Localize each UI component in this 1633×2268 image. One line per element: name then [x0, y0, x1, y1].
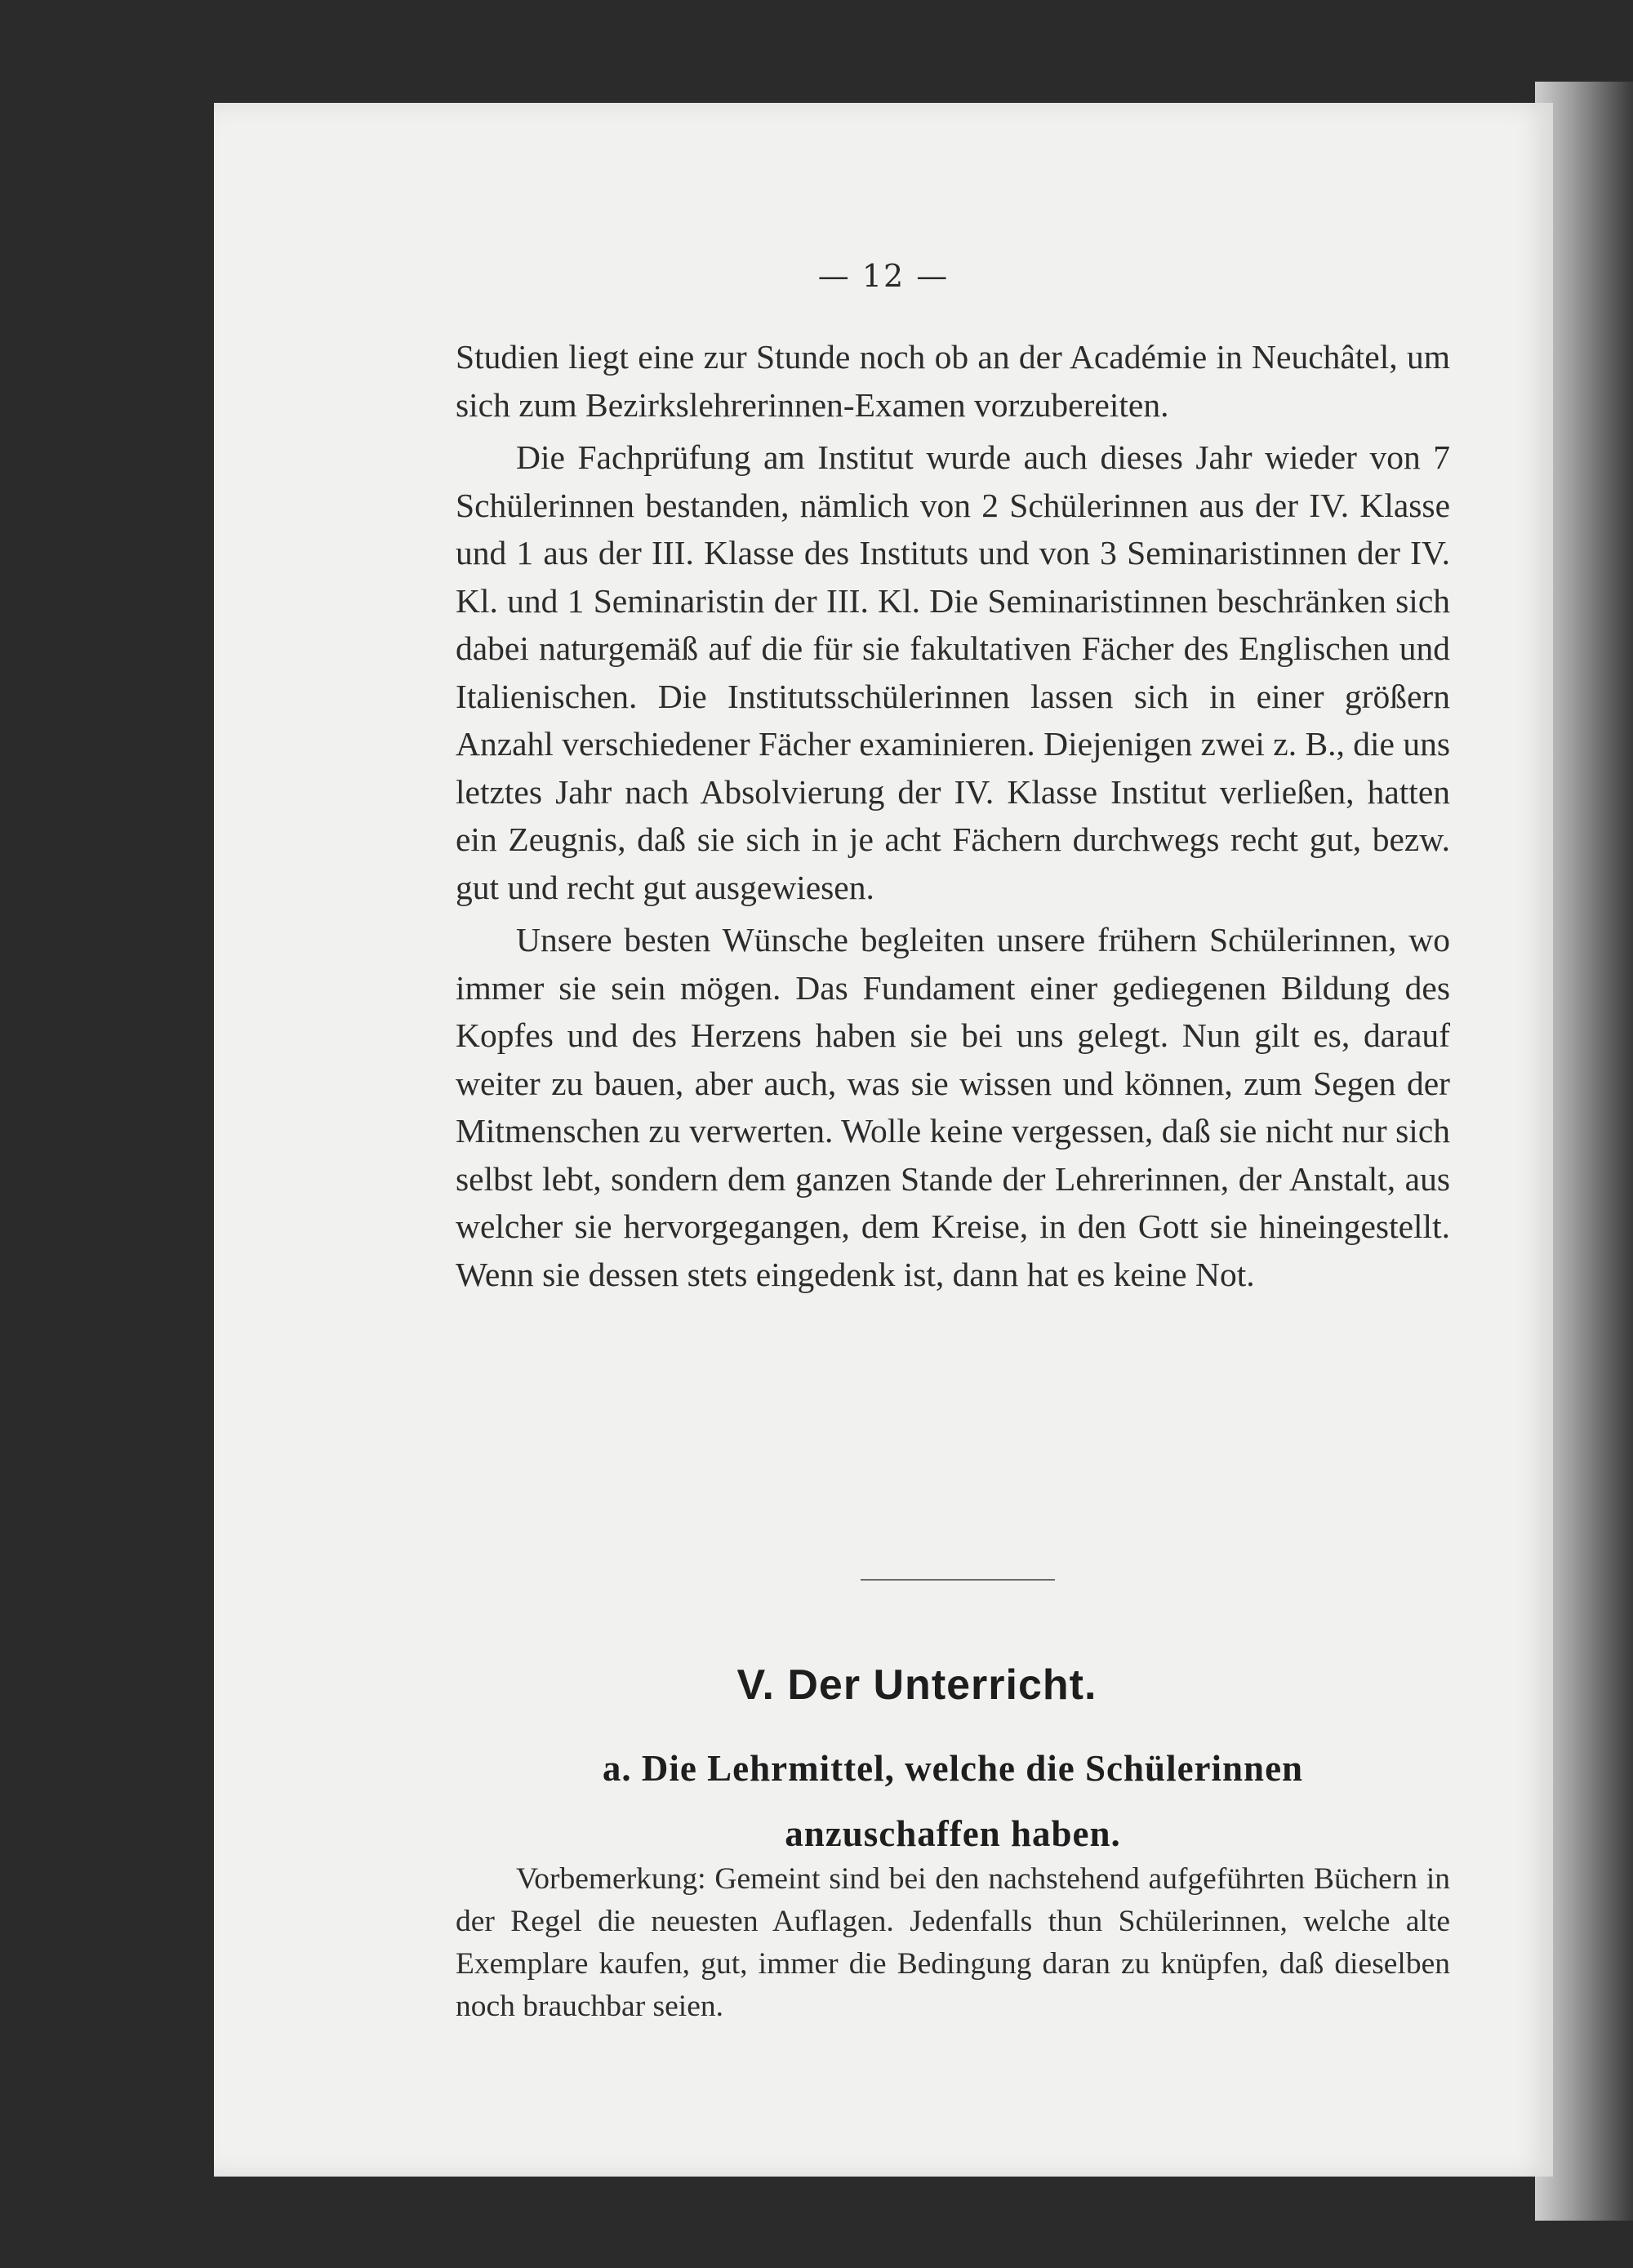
- section-title: V. Der Unterricht.: [736, 1661, 1097, 1709]
- paragraph-continuation: Studien liegt eine zur Stunde noch ob an der Académie in Neuchâtel, um sich zum Bezirkslehrerinnen-Examen vorzubereiten.: [456, 338, 1450, 424]
- section-divider: [861, 1579, 1055, 1581]
- page-number: — 12 —: [817, 258, 950, 294]
- paragraph-fachpruefung: Die Fachprüfung am Institut wurde auch dieses Jahr wieder von 7 Schülerinnen bestanden, nämlich von 2 Schülerinnen aus der IV. Klasse und 1 aus der III. Klasse des Instituts und von 3 Seminaristinnen der IV. Kl. und 1 Seminaristin der III. Kl. Die Seminaristinnen beschränken sich dabei naturgemäß auf die für sie fakultativen Fächer des Englischen und Italienischen. Die Institutsschülerinnen lassen sich in einer größern Anzahl verschiedener Fächer examinieren. Diejenigen zwei z. B., die uns letztes Jahr nach Absolvierung der IV. Klasse Institut verließen, hatten ein Zeugnis, daß sie sich in je acht Fächern durchwegs recht gut, bezw. gut und recht gut ausgewiesen.: [456, 438, 1450, 906]
- subsection-title: [456, 1736, 1450, 1866]
- subsection-title-line-1: a. Die Lehrmittel, welche die Schülerinnen: [602, 1748, 1304, 1789]
- book-page: [214, 103, 1553, 2177]
- body-text: [456, 333, 1450, 1298]
- preliminary-note: Vorbemerkung: Gemeint sind bei den nachstehend aufgeführten Büchern in der Regel die neuesten Auflagen. Jedenfalls thun Schülerinnen, welche alte Exemplare kaufen, gut, immer die Bedingung daran zu knüpfen, daß dieselben noch brauchbar seien.: [456, 1862, 1450, 2023]
- paragraph-wuensche: Unsere besten Wünsche begleiten unsere frühern Schülerinnen, wo immer sie sein mögen. Das Fundament einer gediegenen Bildung des Kopfes und des Herzens haben sie bei uns gelegt. Nun gilt es, darauf weiter zu bauen, aber auch, was sie wissen und können, zum Segen der Mitmenschen zu verwerten. Wolle keine vergessen, daß sie nicht nur sich selbst lebt, sondern dem ganzen Stande der Lehrerinnen, der Anstalt, aus welcher sie hervorgegangen, dem Kreise, in den Gott sie hineingestellt. Wenn sie dessen stets eingedenk ist, dann hat es keine Not.: [456, 921, 1450, 1293]
- subsection-title-line-2: anzuschaffen haben.: [785, 1813, 1121, 1854]
